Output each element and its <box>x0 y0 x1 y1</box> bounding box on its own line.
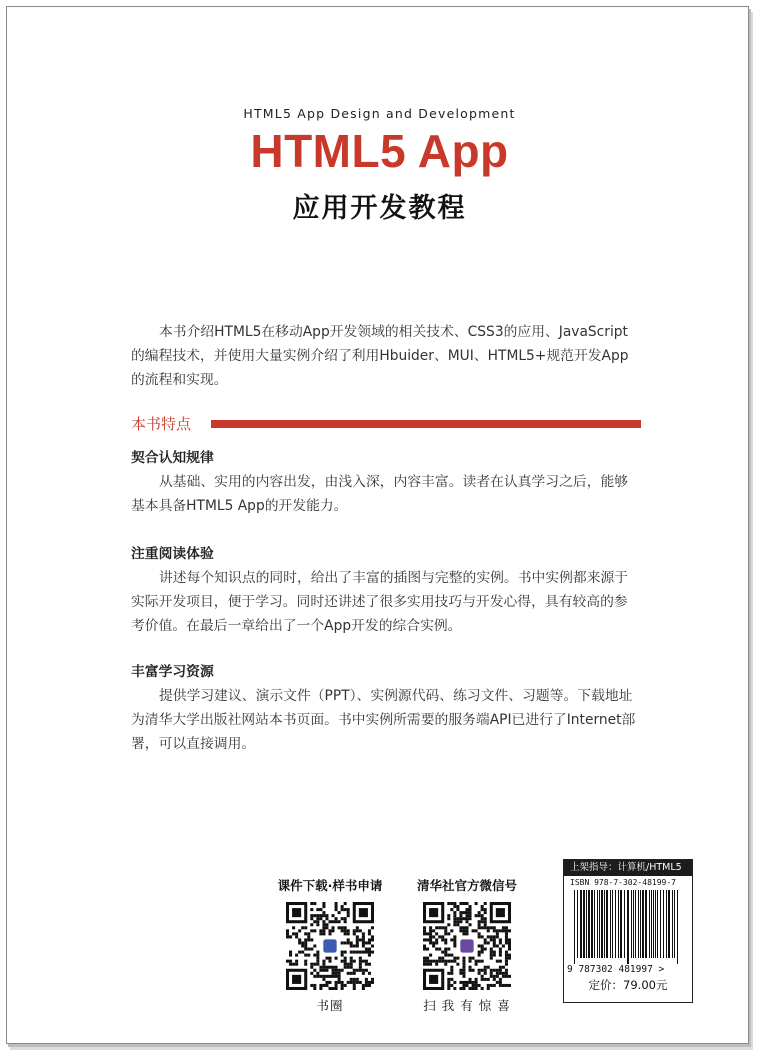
feature-body: 讲述每个知识点的同时，给出了丰富的插图与完整的实例。书中实例都来源于实际开发项目，便于学习。同时还讲述了很多实用技巧与开发心得，具有较高的参考价值。在最后一章给出了一个App开发的综合实例。 <box>131 570 629 634</box>
barcode-digits: 9 787302 481997 > <box>567 964 665 975</box>
price-label: 定价：79.00元 <box>588 978 668 992</box>
qr-center-logo-icon <box>323 939 336 952</box>
qr-courseware <box>275 876 385 1014</box>
feature-body: 提供学习建议、演示文件（PPT）、实例源代码、练习文件、习题等。下载地址为清华大学出版社网站本书页面。书中实例所需要的服务端API已进行了Internet部署，可以直接调用。 <box>131 688 636 752</box>
feature-title: 丰富学习资源 <box>131 664 214 680</box>
features-heading <box>131 413 641 437</box>
qr-title: 清华社官方微信号 <box>416 878 517 893</box>
isbn-barcode-panel <box>563 859 693 1003</box>
isbn-number: ISBN 978-7-302-48199-7 <box>570 878 676 887</box>
heading-rule <box>211 420 641 428</box>
main-title: HTML5 App <box>250 125 509 177</box>
feature-title: 契合认知规律 <box>131 450 214 466</box>
barcode-icon <box>572 890 684 964</box>
qr-code-icon[interactable] <box>423 902 511 990</box>
shelving-category: 上架指导：计算机/HTML5 <box>564 860 692 876</box>
feature-item <box>131 542 641 638</box>
qr-code-icon[interactable] <box>286 902 374 990</box>
qr-wechat <box>412 876 522 1014</box>
feature-title: 注重阅读体验 <box>131 546 214 562</box>
feature-item <box>131 446 641 518</box>
intro-paragraph <box>131 320 641 392</box>
qr-center-logo-icon <box>460 939 473 952</box>
english-title: HTML5 App Design and Development <box>243 106 516 121</box>
intro-text: 本书介绍HTML5在移动App开发领域的相关技术、CSS3的应用、JavaScript的编程技术，并使用大量实例介绍了利用Hbuider、MUI、HTML5+规范开发App的流程和实现。 <box>131 324 629 388</box>
qr-title: 课件下载·样书申请 <box>277 878 383 893</box>
chinese-title: 应用开发教程 <box>292 193 467 224</box>
qr-caption: 扫 我 有 惊 喜 <box>423 998 511 1013</box>
qr-caption: 书圈 <box>316 998 344 1013</box>
feature-body: 从基础、实用的内容出发，由浅入深，内容丰富。读者在认真学习之后，能够基本具备HTML5 App的开发能力。 <box>131 474 629 514</box>
features-heading-label: 本书特点 <box>131 415 192 433</box>
feature-item <box>131 660 641 756</box>
